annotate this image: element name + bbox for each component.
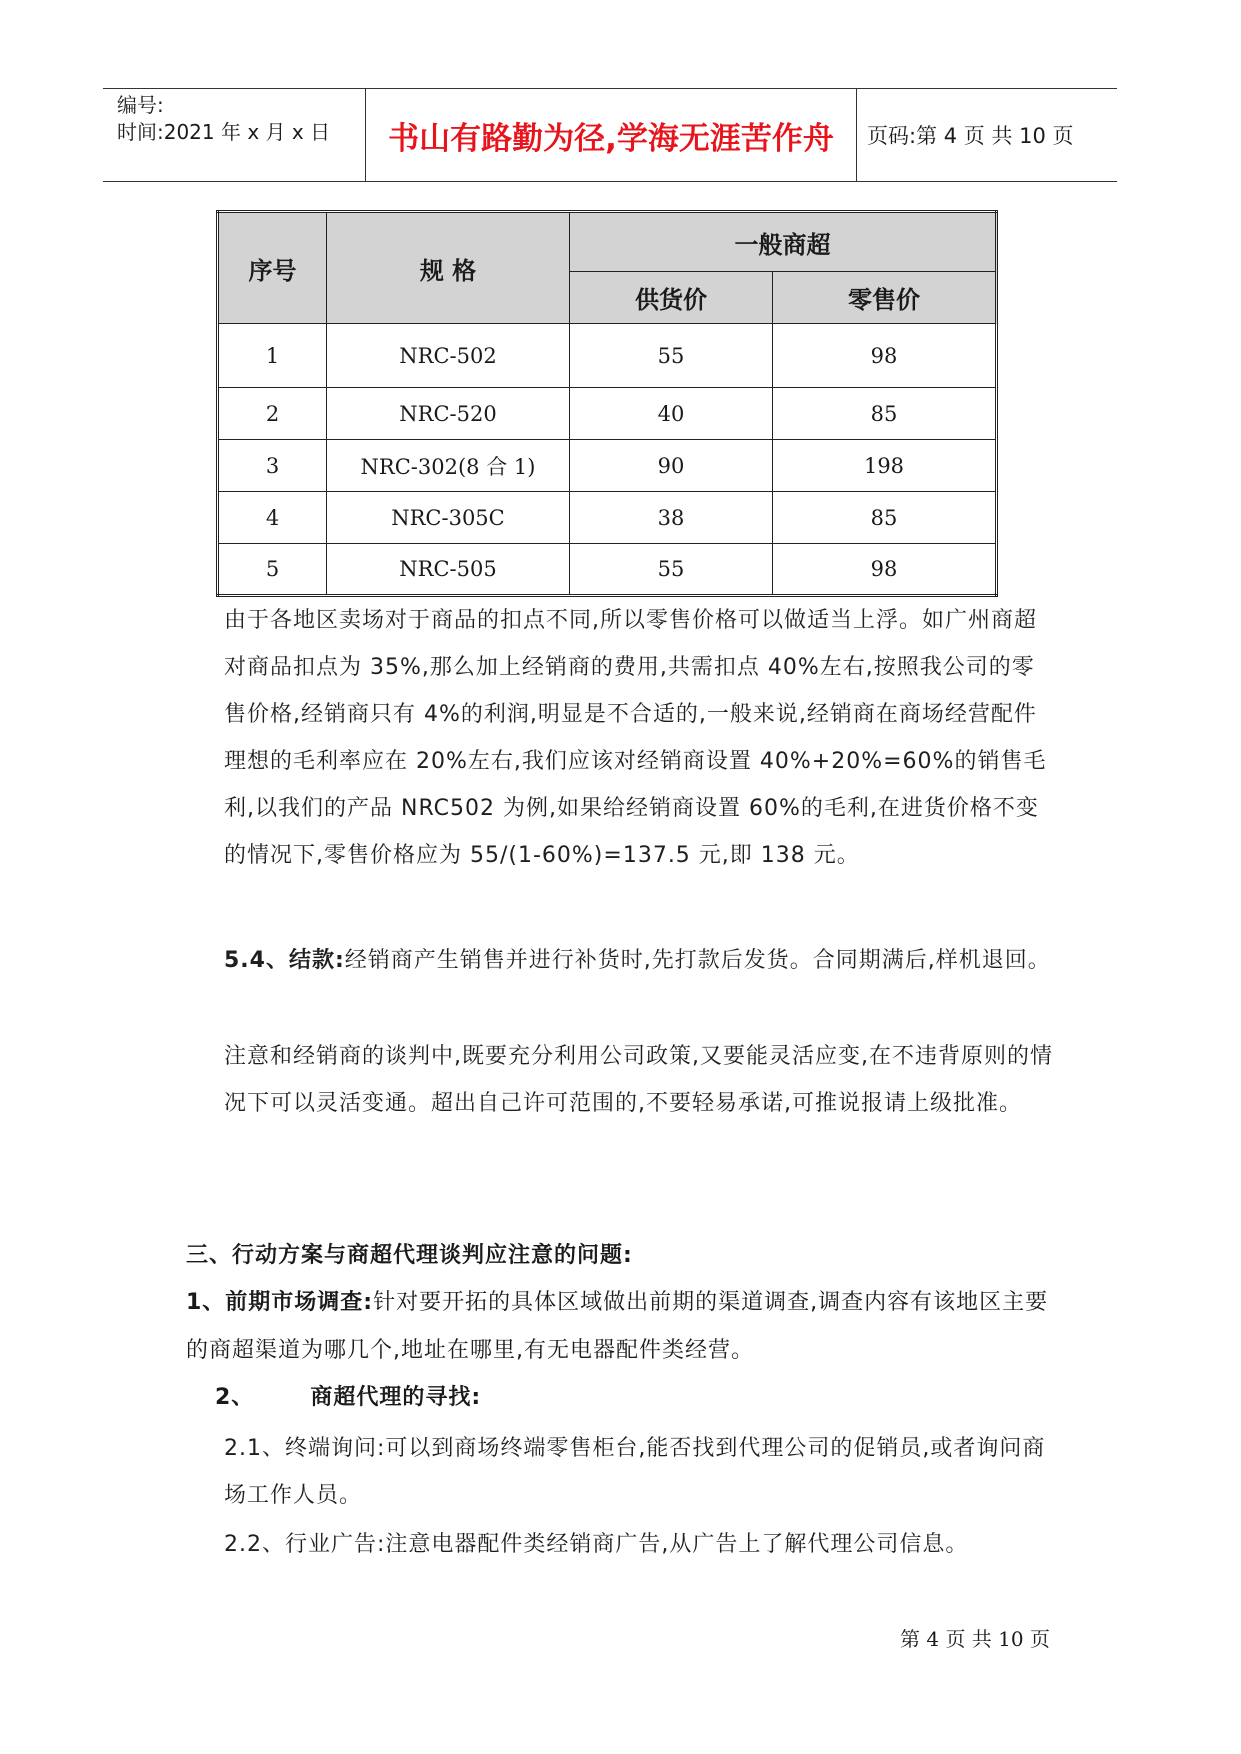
item-2-title: 商超代理的寻找: [310, 1385, 482, 1410]
cell-supply: 55 [570, 324, 773, 388]
item-1-text: 针对要开拓的具体区域做出前期的渠道调查,调查内容有该地区主要的商超渠道为哪几个,地址在哪里,有无电器配件类经营。 [186, 1290, 1049, 1363]
table-row [218, 324, 997, 388]
paragraph-settlement [224, 937, 1054, 984]
settlement-text: 经销商产生销售并进行补货时,先打款后发货。合同期满后,样机退回。 [344, 948, 1051, 973]
cell-index: 4 [218, 492, 327, 544]
page-footer: 第 4 页 共 10 页 [900, 1627, 1050, 1651]
section-3-title: 三、行动方案与商超代理谈判应注意的问题: [186, 1243, 633, 1268]
cell-retail: 98 [773, 544, 997, 596]
price-table [216, 210, 998, 597]
table-row [218, 388, 997, 440]
cell-retail: 98 [773, 324, 997, 388]
table-row [218, 544, 997, 596]
header-meta [117, 89, 367, 181]
cell-retail: 85 [773, 388, 997, 440]
document-number-label: 编号: [117, 93, 164, 117]
cell-index: 3 [218, 440, 327, 492]
cell-spec: NRC-302(8 合 1) [327, 440, 570, 492]
cell-index: 2 [218, 388, 327, 440]
cell-supply: 90 [570, 440, 773, 492]
cell-spec: NRC-505 [327, 544, 570, 596]
cell-spec: NRC-305C [327, 492, 570, 544]
item-1 [186, 1279, 1066, 1375]
item-2-2: 2.2、行业广告:注意电器配件类经销商广告,从广告上了解代理公司信息。 [224, 1532, 969, 1557]
paragraph-negotiation: 注意和经销商的谈判中,既要充分利用公司政策,又要能灵活应变,在不违背原则的情况下可以灵活变通。超出自己许可范围的,不要轻易承诺,可推说报请上级批准。 [224, 1044, 1053, 1116]
item-1-heading: 1、前期市场调查: [186, 1290, 374, 1315]
header-motto: 书山有路勤为径,学海无涯苦作舟 [365, 89, 857, 181]
cell-supply: 55 [570, 544, 773, 596]
document-time-label: 时间:2021 年 x 月 x 日 [117, 120, 331, 144]
col-header-spec: 规 格 [327, 212, 570, 324]
col-header-group: 一般商超 [570, 212, 997, 272]
header-page-label: 页码:第 4 页 共 10 页 [867, 124, 1074, 148]
cell-retail: 198 [773, 440, 997, 492]
col-header-index: 序号 [218, 212, 327, 324]
cell-index: 5 [218, 544, 327, 596]
item-2-heading [215, 1374, 1095, 1422]
table-row [218, 492, 997, 544]
cell-supply: 40 [570, 388, 773, 440]
cell-index: 1 [218, 324, 327, 388]
page-header [103, 88, 1117, 182]
col-header-supply: 供货价 [570, 272, 773, 324]
paragraph-pricing: 由于各地区卖场对于商品的扣点不同,所以零售价格可以做适当上浮。如广州商超对商品扣点为 35%,那么加上经销商的费用,共需扣点 40%左右,按照我公司的零售价格,经销商只有 4%的利润,明显是不合适的,一般来说,经销商在商场经营配件理想的毛利率应在 20%左右,我们应该对经销商设置 40%+20%=60%的销售毛利,以我们的产品 NRC502 为例,如果给经销商设置 60%的毛利,在进货价格不变的情况下,零售价格应为 55/(1-60%)=137.5 元,即 138 元。 [224, 608, 1047, 868]
settlement-heading: 5.4、结款: [224, 948, 345, 973]
cell-spec: NRC-520 [327, 388, 570, 440]
table-row [218, 440, 997, 492]
item-2-number: 2、 [215, 1385, 255, 1410]
cell-spec: NRC-502 [327, 324, 570, 388]
col-header-retail: 零售价 [773, 272, 997, 324]
cell-supply: 38 [570, 492, 773, 544]
cell-retail: 85 [773, 492, 997, 544]
item-2-1: 2.1、终端询问:可以到商场终端零售柜台,能否找到代理公司的促销员,或者询问商场工作人员。 [224, 1436, 1046, 1508]
